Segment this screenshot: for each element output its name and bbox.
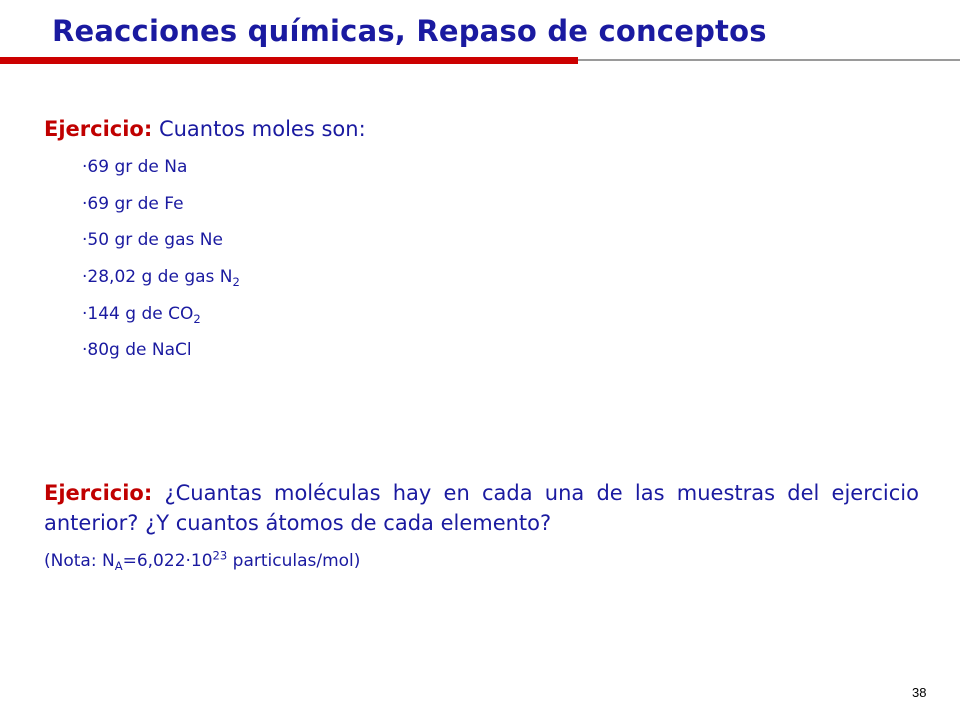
list-item-text: ·50 gr de gas Ne: [82, 230, 223, 251]
list-item: [82, 303, 240, 340]
slide-title: Reacciones químicas, Repaso de conceptos: [52, 14, 767, 48]
list-item-subscript: 2: [193, 311, 201, 326]
list-item-subscript: 2: [232, 275, 240, 290]
list-item: [82, 193, 240, 230]
avogadro-note: [44, 548, 361, 574]
exercise-2-paragraph: [44, 478, 919, 538]
list-item-text: ·28,02 g de gas N: [82, 267, 233, 288]
note-middle: =6,022·10: [122, 551, 213, 571]
list-item: [82, 339, 240, 376]
exercise-1-label: Ejercicio:: [44, 117, 153, 141]
list-item: [82, 266, 240, 303]
note-suffix: particulas/mol): [227, 551, 361, 571]
exercise-1-heading: [44, 117, 366, 141]
title-underline-grey: [578, 59, 960, 61]
exercise-1-list: [82, 156, 240, 376]
note-prefix: (Nota: N: [44, 551, 115, 571]
note-exponent: 23: [212, 548, 228, 563]
list-item: [82, 229, 240, 266]
list-item-text: ·80g de NaCl: [82, 340, 192, 361]
list-item-text: ·69 gr de Fe: [82, 193, 184, 214]
exercise-2-text: ¿Cuantas moléculas hay en cada una de las muestras del ejercicio anterior? ¿Y cuantos átomos de cada elemento?: [44, 481, 919, 535]
exercise-2-label: Ejercicio:: [44, 481, 153, 505]
list-item: [82, 156, 240, 193]
page-number: 38: [912, 685, 927, 700]
list-item-text: ·69 gr de Na: [82, 157, 188, 177]
title-underline-red: [0, 57, 578, 64]
list-item-text: ·144 g de CO: [82, 303, 194, 324]
note-subscript: A: [114, 559, 123, 574]
exercise-1-prompt: Cuantos moles son:: [152, 117, 366, 141]
